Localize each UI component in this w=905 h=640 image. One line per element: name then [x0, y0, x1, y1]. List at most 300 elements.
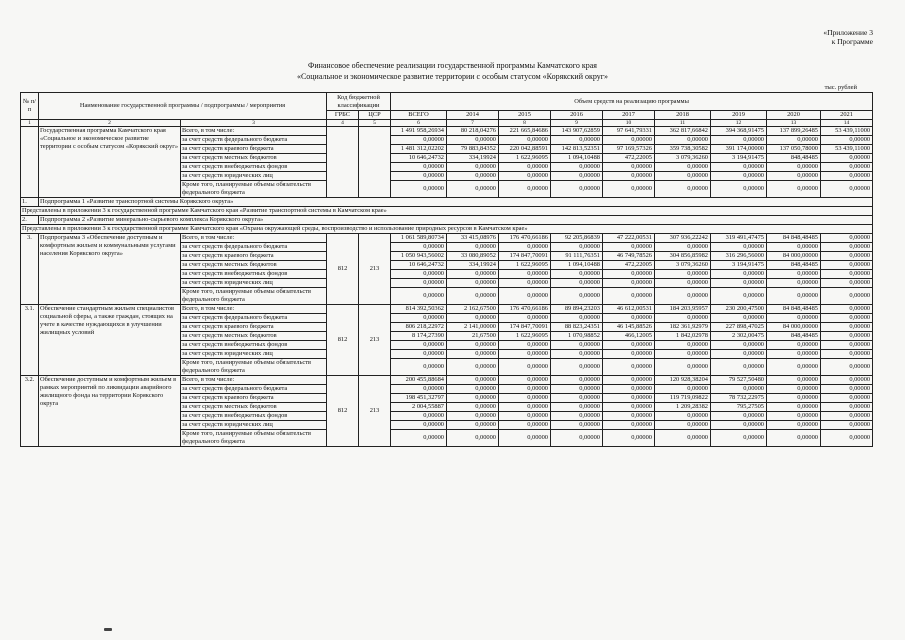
- amount-cell: 0,00000: [711, 172, 767, 181]
- document-title: [0, 60, 905, 82]
- amount-cell: 0,00000: [767, 181, 821, 198]
- amount-cell: 0,00000: [655, 430, 711, 447]
- amount-cell: 0,00000: [447, 314, 499, 323]
- amount-cell: 0,00000: [551, 341, 603, 350]
- amount-cell: 0,00000: [603, 359, 655, 376]
- source-label: за счет средств федерального бюджета: [181, 314, 327, 323]
- amount-cell: 0,00000: [711, 412, 767, 421]
- amount-cell: 0,00000: [655, 359, 711, 376]
- column-index: 14: [821, 120, 873, 127]
- amount-cell: 362 817,66842: [655, 127, 711, 136]
- amount-cell: 88 823,24351: [551, 323, 603, 332]
- amount-cell: 0,00000: [767, 136, 821, 145]
- amount-cell: 0,00000: [447, 288, 499, 305]
- amount-cell: 0,00000: [499, 385, 551, 394]
- amount-cell: 0,00000: [391, 172, 447, 181]
- row-number: [21, 127, 39, 198]
- table-row: [21, 127, 873, 136]
- source-label: Всего, в том числе:: [181, 127, 327, 136]
- amount-cell: 0,00000: [767, 314, 821, 323]
- amount-cell: 0,00000: [767, 376, 821, 385]
- amount-cell: 119 719,09822: [655, 394, 711, 403]
- amount-cell: 359 738,30582: [655, 145, 711, 154]
- amount-cell: 0,00000: [447, 385, 499, 394]
- amount-cell: 0,00000: [391, 136, 447, 145]
- amount-cell: 0,00000: [767, 163, 821, 172]
- header-index-row: [21, 120, 873, 127]
- column-index: 13: [767, 120, 821, 127]
- amount-cell: 0,00000: [821, 279, 873, 288]
- amount-cell: 10 646,24732: [391, 261, 447, 270]
- amount-cell: 0,00000: [551, 403, 603, 412]
- amount-cell: 2 162,67500: [447, 305, 499, 314]
- amount-cell: 0,00000: [821, 341, 873, 350]
- amount-cell: 2 004,55887: [391, 403, 447, 412]
- amount-cell: 0,00000: [391, 421, 447, 430]
- amount-cell: 0,00000: [551, 270, 603, 279]
- amount-cell: 0,00000: [391, 314, 447, 323]
- source-label: за счет средств внебюджетных фондов: [181, 412, 327, 421]
- source-label: за счет средств федерального бюджета: [181, 136, 327, 145]
- amount-cell: 0,00000: [499, 394, 551, 403]
- amount-cell: 848,48485: [767, 154, 821, 163]
- appendix-note: [823, 28, 873, 46]
- column-index: 11: [655, 120, 711, 127]
- subprogram-note-row: [21, 225, 873, 234]
- source-label: за счет средств местных бюджетов: [181, 261, 327, 270]
- amount-cell: 0,00000: [767, 243, 821, 252]
- amount-cell: 0,00000: [821, 421, 873, 430]
- source-label: за счет средств юридических лиц: [181, 279, 327, 288]
- amount-cell: 1 481 312,02202: [391, 145, 447, 154]
- table-row: [21, 234, 873, 243]
- amount-cell: 0,00000: [499, 403, 551, 412]
- amount-cell: 0,00000: [551, 136, 603, 145]
- amount-cell: 137 050,78000: [767, 145, 821, 154]
- amount-cell: 0,00000: [551, 350, 603, 359]
- amount-cell: 0,00000: [603, 350, 655, 359]
- amount-cell: 0,00000: [447, 279, 499, 288]
- amount-cell: 0,00000: [499, 430, 551, 447]
- amount-cell: 3 194,91475: [711, 261, 767, 270]
- amount-cell: 0,00000: [767, 359, 821, 376]
- amount-cell: 848,48485: [767, 332, 821, 341]
- amount-cell: 84 000,00000: [767, 323, 821, 332]
- appendix-line-1: «Приложение 3: [823, 28, 873, 37]
- amount-cell: 0,00000: [767, 341, 821, 350]
- source-label: Кроме того, планируемые объемы обязательств федерального бюджета: [181, 430, 327, 447]
- amount-cell: 814 392,50362: [391, 305, 447, 314]
- amount-cell: 230 200,47500: [711, 305, 767, 314]
- header-total: ВСЕГО: [391, 111, 447, 120]
- amount-cell: 0,00000: [821, 350, 873, 359]
- amount-cell: 53 439,11000: [821, 127, 873, 136]
- csr-code: [359, 127, 391, 198]
- amount-cell: 84 848,48485: [767, 305, 821, 314]
- amount-cell: 120 928,38204: [655, 376, 711, 385]
- amount-cell: 0,00000: [551, 243, 603, 252]
- subprogram-title-row: [21, 216, 873, 225]
- amount-cell: 0,00000: [767, 270, 821, 279]
- amount-cell: 0,00000: [603, 172, 655, 181]
- header-code: Код бюджетной классификации: [327, 93, 391, 111]
- amount-cell: 2 302,00475: [711, 332, 767, 341]
- subprogram-number: 1.: [21, 198, 39, 207]
- amount-cell: 0,00000: [447, 172, 499, 181]
- amount-cell: 0,00000: [711, 288, 767, 305]
- amount-cell: 3 194,91475: [711, 154, 767, 163]
- amount-cell: 316 296,56000: [711, 252, 767, 261]
- column-index: 2: [39, 120, 181, 127]
- row-number: 3.1.: [21, 305, 39, 376]
- source-label: Всего, в том числе:: [181, 305, 327, 314]
- table-row: [21, 376, 873, 385]
- amount-cell: 1 622,96095: [499, 332, 551, 341]
- subprogram-note: Представлены в приложении 3 к государственной программе Камчатского края «Охрана окружающей среды, воспроизводство и использование природных ресурсов в Камчатском крае»: [21, 225, 873, 234]
- amount-cell: 0,00000: [767, 350, 821, 359]
- amount-cell: 1 209,28382: [655, 403, 711, 412]
- amount-cell: 220 042,88591: [499, 145, 551, 154]
- amount-cell: 0,00000: [551, 359, 603, 376]
- amount-cell: 33 415,08976: [447, 234, 499, 243]
- amount-cell: 0,00000: [391, 163, 447, 172]
- amount-cell: 0,00000: [767, 172, 821, 181]
- amount-cell: 174 847,70091: [499, 252, 551, 261]
- amount-cell: 0,00000: [391, 341, 447, 350]
- source-label: за счет средств юридических лиц: [181, 350, 327, 359]
- table-body: [21, 127, 873, 447]
- amount-cell: 0,00000: [821, 136, 873, 145]
- amount-cell: 78 732,22975: [711, 394, 767, 403]
- amount-cell: 1 070,98852: [551, 332, 603, 341]
- amount-cell: 0,00000: [447, 412, 499, 421]
- amount-cell: 176 470,66186: [499, 305, 551, 314]
- column-index: 6: [391, 120, 447, 127]
- amount-cell: 0,00000: [821, 403, 873, 412]
- header-volume: Объем средств на реализацию программы: [391, 93, 873, 111]
- amount-cell: 46 749,78526: [603, 252, 655, 261]
- row-name: Обеспечение стандартным жильем специалистов социальной сферы, а также граждан, стоящих на учете в качестве нуждающихся в улучшении жилищных условий: [39, 305, 181, 376]
- amount-cell: 0,00000: [447, 181, 499, 198]
- column-index: 12: [711, 120, 767, 127]
- amount-cell: 91 111,76351: [551, 252, 603, 261]
- row-name: Подпрограмма 3 «Обеспечение доступным и комфортным жильем и коммунальными услугами населения Корякского округа»: [39, 234, 181, 305]
- source-label: Всего, в том числе:: [181, 376, 327, 385]
- amount-cell: 1 491 958,26934: [391, 127, 447, 136]
- amount-cell: 0,00000: [391, 430, 447, 447]
- amount-cell: 0,00000: [711, 181, 767, 198]
- header-num: № п/п: [21, 93, 39, 120]
- amount-cell: 0,00000: [711, 314, 767, 323]
- amount-cell: 0,00000: [767, 394, 821, 403]
- amount-cell: 0,00000: [391, 385, 447, 394]
- amount-cell: 0,00000: [551, 394, 603, 403]
- header-year: 2020: [767, 111, 821, 120]
- amount-cell: 0,00000: [551, 181, 603, 198]
- amount-cell: 0,00000: [447, 341, 499, 350]
- amount-cell: 10 646,24732: [391, 154, 447, 163]
- amount-cell: 0,00000: [603, 341, 655, 350]
- title-line-2: «Социальное и экономическое развитие территории с особым статусом «Корякский округ»: [296, 72, 609, 81]
- amount-cell: 0,00000: [655, 288, 711, 305]
- grbs-code: 812: [327, 234, 359, 305]
- amount-cell: 394 368,91475: [711, 127, 767, 136]
- amount-cell: 0,00000: [603, 136, 655, 145]
- amount-cell: 0,00000: [821, 394, 873, 403]
- amount-cell: 0,00000: [821, 243, 873, 252]
- amount-cell: 0,00000: [447, 350, 499, 359]
- amount-cell: 0,00000: [767, 279, 821, 288]
- amount-cell: 0,00000: [603, 385, 655, 394]
- table-row: [21, 305, 873, 314]
- amount-cell: 0,00000: [603, 430, 655, 447]
- source-label: за счет средств краевого бюджета: [181, 394, 327, 403]
- amount-cell: 0,00000: [391, 279, 447, 288]
- amount-cell: 0,00000: [447, 136, 499, 145]
- amount-cell: 472,22005: [603, 261, 655, 270]
- amount-cell: 198 451,32797: [391, 394, 447, 403]
- amount-cell: 0,00000: [655, 136, 711, 145]
- header-year: 2017: [603, 111, 655, 120]
- source-label: за счет средств внебюджетных фондов: [181, 341, 327, 350]
- amount-cell: 0,00000: [821, 172, 873, 181]
- amount-cell: 0,00000: [767, 421, 821, 430]
- amount-cell: 0,00000: [499, 279, 551, 288]
- amount-cell: 0,00000: [447, 243, 499, 252]
- row-number: 3.: [21, 234, 39, 305]
- amount-cell: 47 222,00531: [603, 234, 655, 243]
- amount-cell: 0,00000: [821, 332, 873, 341]
- amount-cell: 0,00000: [391, 181, 447, 198]
- amount-cell: 0,00000: [711, 270, 767, 279]
- amount-cell: 2 141,00000: [447, 323, 499, 332]
- amount-cell: 0,00000: [499, 341, 551, 350]
- amount-cell: 0,00000: [821, 234, 873, 243]
- amount-cell: 0,00000: [499, 376, 551, 385]
- amount-cell: 227 898,47025: [711, 323, 767, 332]
- header-year: 2018: [655, 111, 711, 120]
- amount-cell: 0,00000: [551, 279, 603, 288]
- amount-cell: 0,00000: [391, 359, 447, 376]
- amount-cell: 1 094,10488: [551, 154, 603, 163]
- amount-cell: 0,00000: [499, 163, 551, 172]
- amount-cell: 53 439,11000: [821, 145, 873, 154]
- amount-cell: 142 813,52351: [551, 145, 603, 154]
- amount-cell: 0,00000: [603, 270, 655, 279]
- amount-cell: 0,00000: [767, 412, 821, 421]
- amount-cell: 0,00000: [821, 163, 873, 172]
- amount-cell: 182 361,92979: [655, 323, 711, 332]
- amount-cell: 0,00000: [391, 350, 447, 359]
- amount-cell: 0,00000: [711, 279, 767, 288]
- title-line-1: Финансовое обеспечение реализации государственной программы Камчатского края: [308, 61, 597, 70]
- amount-cell: 143 907,62859: [551, 127, 603, 136]
- amount-cell: 0,00000: [711, 136, 767, 145]
- amount-cell: 0,00000: [551, 385, 603, 394]
- amount-cell: 8 174,27390: [391, 332, 447, 341]
- amount-cell: 391 174,00000: [711, 145, 767, 154]
- amount-cell: 0,00000: [821, 323, 873, 332]
- csr-code: 213: [359, 376, 391, 447]
- amount-cell: 0,00000: [603, 279, 655, 288]
- amount-cell: 466,12005: [603, 332, 655, 341]
- source-label: за счет средств внебюджетных фондов: [181, 163, 327, 172]
- amount-cell: 0,00000: [655, 243, 711, 252]
- amount-cell: 0,00000: [499, 181, 551, 198]
- amount-cell: 319 491,47475: [711, 234, 767, 243]
- amount-cell: 0,00000: [711, 350, 767, 359]
- amount-cell: 46 145,88526: [603, 323, 655, 332]
- appendix-line-2: к Программе: [831, 37, 873, 46]
- amount-cell: 200 455,88684: [391, 376, 447, 385]
- subprogram-title-row: [21, 198, 873, 207]
- amount-cell: 0,00000: [711, 163, 767, 172]
- amount-cell: 0,00000: [499, 172, 551, 181]
- column-index: 7: [447, 120, 499, 127]
- amount-cell: 0,00000: [499, 243, 551, 252]
- amount-cell: 79 527,50480: [711, 376, 767, 385]
- amount-cell: 0,00000: [551, 163, 603, 172]
- amount-cell: 84 000,00000: [767, 252, 821, 261]
- source-label: Всего, в том числе:: [181, 234, 327, 243]
- amount-cell: 0,00000: [391, 243, 447, 252]
- header-year: 2014: [447, 111, 499, 120]
- amount-cell: 0,00000: [655, 270, 711, 279]
- header-year: 2021: [821, 111, 873, 120]
- amount-cell: 0,00000: [499, 314, 551, 323]
- amount-cell: 334,19924: [447, 261, 499, 270]
- amount-cell: 0,00000: [821, 385, 873, 394]
- row-number: 3.2.: [21, 376, 39, 447]
- amount-cell: 0,00000: [603, 394, 655, 403]
- amount-cell: 0,00000: [551, 430, 603, 447]
- source-label: за счет средств юридических лиц: [181, 172, 327, 181]
- amount-cell: 0,00000: [821, 288, 873, 305]
- column-index: 4: [327, 120, 359, 127]
- amount-cell: 97 641,79331: [603, 127, 655, 136]
- amount-cell: 334,19924: [447, 154, 499, 163]
- amount-cell: 0,00000: [447, 394, 499, 403]
- amount-cell: 0,00000: [499, 412, 551, 421]
- header-grbs: ГРБС: [327, 111, 359, 120]
- amount-cell: 0,00000: [821, 430, 873, 447]
- amount-cell: 21,67500: [447, 332, 499, 341]
- amount-cell: 0,00000: [603, 412, 655, 421]
- amount-cell: 0,00000: [767, 430, 821, 447]
- row-name: Государственная программа Камчатского края «Социальное и экономическое развитие территории с особым статусом «Корякский округ»: [39, 127, 181, 198]
- amount-cell: 0,00000: [821, 314, 873, 323]
- header-csr: ЦСР: [359, 111, 391, 120]
- amount-cell: 0,00000: [499, 421, 551, 430]
- amount-cell: 0,00000: [603, 403, 655, 412]
- amount-cell: 0,00000: [711, 359, 767, 376]
- amount-cell: 795,27505: [711, 403, 767, 412]
- source-label: за счет средств федерального бюджета: [181, 385, 327, 394]
- table-header: [21, 93, 873, 127]
- amount-cell: 848,48485: [767, 261, 821, 270]
- source-label: за счет средств краевого бюджета: [181, 323, 327, 332]
- amount-cell: 0,00000: [499, 270, 551, 279]
- amount-cell: 0,00000: [447, 430, 499, 447]
- amount-cell: 0,00000: [711, 385, 767, 394]
- amount-cell: 0,00000: [447, 163, 499, 172]
- amount-cell: 174 847,70091: [499, 323, 551, 332]
- column-index: 9: [551, 120, 603, 127]
- amount-cell: 1 061 589,80734: [391, 234, 447, 243]
- source-label: за счет средств краевого бюджета: [181, 145, 327, 154]
- amount-cell: 0,00000: [821, 252, 873, 261]
- amount-cell: 0,00000: [655, 163, 711, 172]
- amount-cell: 0,00000: [655, 412, 711, 421]
- amount-cell: 0,00000: [655, 181, 711, 198]
- amount-cell: 0,00000: [711, 341, 767, 350]
- row-name: Обеспечение доступным и комфортным жильем в рамках мероприятий по ликвидации аварийного жилищного фонда на территории Корякского округа: [39, 376, 181, 447]
- source-label: за счет средств федерального бюджета: [181, 243, 327, 252]
- amount-cell: 0,00000: [499, 350, 551, 359]
- amount-cell: 0,00000: [603, 314, 655, 323]
- amount-cell: 0,00000: [655, 279, 711, 288]
- amount-cell: 0,00000: [551, 288, 603, 305]
- amount-cell: 0,00000: [551, 376, 603, 385]
- amount-cell: 89 894,23203: [551, 305, 603, 314]
- amount-cell: 0,00000: [447, 376, 499, 385]
- source-label: за счет средств местных бюджетов: [181, 154, 327, 163]
- units-label: тыс. рублей: [824, 84, 857, 91]
- amount-cell: 0,00000: [391, 270, 447, 279]
- header-year: 2019: [711, 111, 767, 120]
- amount-cell: 0,00000: [551, 314, 603, 323]
- source-label: за счет средств юридических лиц: [181, 421, 327, 430]
- amount-cell: 0,00000: [767, 288, 821, 305]
- csr-code: 213: [359, 305, 391, 376]
- amount-cell: 97 169,57326: [603, 145, 655, 154]
- amount-cell: 0,00000: [391, 412, 447, 421]
- amount-cell: 221 665,84686: [499, 127, 551, 136]
- grbs-code: [327, 127, 359, 198]
- amount-cell: 0,00000: [655, 385, 711, 394]
- grbs-code: 812: [327, 376, 359, 447]
- source-label: за счет средств местных бюджетов: [181, 403, 327, 412]
- amount-cell: 84 848,48485: [767, 234, 821, 243]
- amount-cell: 0,00000: [767, 385, 821, 394]
- amount-cell: 1 622,96095: [499, 261, 551, 270]
- amount-cell: 0,00000: [821, 181, 873, 198]
- header-year: 2015: [499, 111, 551, 120]
- amount-cell: 33 080,89052: [447, 252, 499, 261]
- amount-cell: 0,00000: [767, 403, 821, 412]
- amount-cell: 3 079,36260: [655, 261, 711, 270]
- amount-cell: 137 899,26485: [767, 127, 821, 136]
- subprogram-note: Представлены в приложении 3 к государственной программе Камчатского края «Развитие транспортной системы в Камчатском крае»: [21, 207, 873, 216]
- column-index: 1: [21, 120, 39, 127]
- amount-cell: 0,00000: [821, 305, 873, 314]
- amount-cell: 0,00000: [821, 270, 873, 279]
- amount-cell: 0,00000: [603, 181, 655, 198]
- source-label: Кроме того, планируемые объемы обязательств федерального бюджета: [181, 359, 327, 376]
- source-label: Кроме того, планируемые объемы обязательств федерального бюджета: [181, 288, 327, 305]
- amount-cell: 0,00000: [603, 163, 655, 172]
- amount-cell: 0,00000: [821, 412, 873, 421]
- amount-cell: 0,00000: [655, 172, 711, 181]
- amount-cell: 0,00000: [655, 341, 711, 350]
- amount-cell: 79 883,84352: [447, 145, 499, 154]
- subprogram-title: Подпрограмма 2 «Развитие минерально-сырьевого комплекса Корякского округа»: [39, 216, 873, 225]
- amount-cell: 0,00000: [603, 376, 655, 385]
- amount-cell: 0,00000: [447, 403, 499, 412]
- finance-table: [20, 92, 873, 447]
- amount-cell: 0,00000: [711, 421, 767, 430]
- amount-cell: 1 622,96095: [499, 154, 551, 163]
